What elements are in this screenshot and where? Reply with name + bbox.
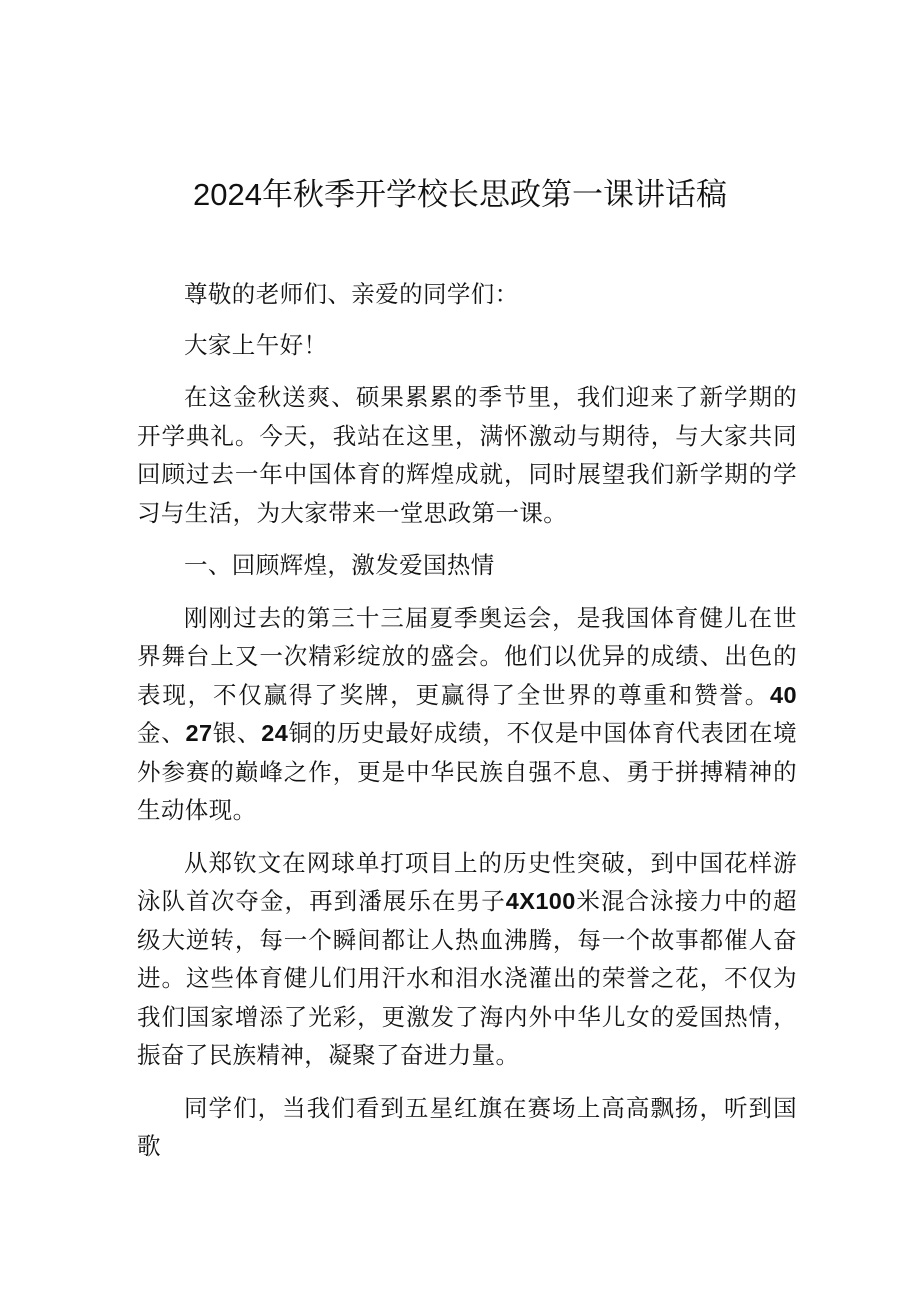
olympics-paragraph xyxy=(137,599,797,830)
gold-count: 40 xyxy=(770,681,797,708)
salutation: 尊敬的老师们、亲爱的同学们： xyxy=(184,280,519,308)
document-body xyxy=(137,275,797,1180)
bronze-count: 24 xyxy=(261,720,289,746)
section-heading-1: 一、回顾辉煌，激发爱国热情 xyxy=(184,552,495,578)
athletes-text-2: 米混合泳接力中的超级大逆转，每一个瞬间都让人热血沸腾，每一个故事都催人奋进。这些体育健儿们用汗水和泪水浇灌出的荣誉之花，不仅为我们国家增添了光彩，更激发了海内外中华儿女的爱国热情，振奋了民族精神，凝聚了奋进力量。 xyxy=(137,887,797,1069)
athletes-paragraph xyxy=(137,844,797,1075)
relay-distance: 4X100 xyxy=(505,888,576,914)
intro-paragraph: 在这金秋送爽、硕果累累的季节里，我们迎来了新学期的开学典礼。今天，我站在这里，满怀激动与期待，与大家共同回顾过去一年中国体育的辉煌成就，同时展望我们新学期的学习与生活，为大家带来一堂思政第一课。 xyxy=(137,383,797,527)
document-title: 2024年秋季开学校长思政第一课讲话稿 xyxy=(193,177,727,212)
students-paragraph: 同学们，当我们看到五星红旗在赛场上高高飘扬，听到国歌 xyxy=(137,1093,797,1160)
silver-unit: 银、 xyxy=(212,719,262,747)
olympics-text-2: 铜的历史最好成绩，不仅是中国体育代表团在境外参赛的巅峰之作，更是中华民族自强不息、勇于拼搏精神的生动体现。 xyxy=(137,719,797,824)
athletes-text-1: 从郑钦文在网球单打项目上的历史性突破，到中国花样游泳队首次夺金，再到潘展乐在男子 xyxy=(137,848,797,915)
olympics-text-1: 刚刚过去的第三十三届夏季奥运会，是我国体育健儿在世界舞台上又一次精彩绽放的盛会。他们以优异的成绩、出色的表现，不仅赢得了奖牌，更赢得了全世界的尊重和赞誉。 xyxy=(137,603,797,709)
gold-unit: 金、 xyxy=(137,719,186,747)
greeting: 大家上午好！ xyxy=(184,330,328,359)
silver-count: 27 xyxy=(185,720,213,746)
